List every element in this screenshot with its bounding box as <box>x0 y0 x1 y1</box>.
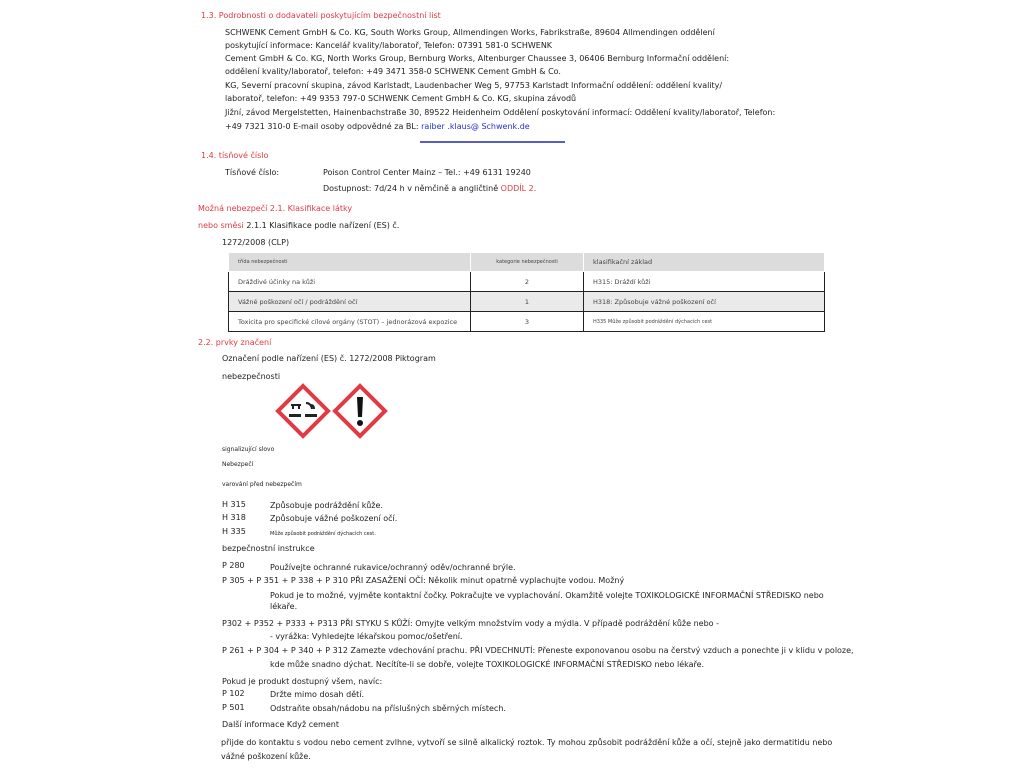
precautionary-label: bezpečnostní instrukce <box>222 544 315 553</box>
cell: Vážné poškození očí / podráždění očí <box>229 292 471 312</box>
more-info-text: vážné poškození kůže. <box>221 752 311 761</box>
regulation: 1272/2008 (CLP) <box>222 238 290 247</box>
more-info-label: Další informace Když cement <box>222 720 339 729</box>
p-text: lékaře. <box>270 602 298 611</box>
supplier-line: oddělení kvality/laboratoř, telefon: +49 3471 358-0 SCHWENK Cement GmbH & Co. <box>225 67 561 76</box>
public-note: Pokud je produkt dostupný všem, navíc: <box>222 677 383 686</box>
labelling-line: nebezpečnosti <box>222 372 281 381</box>
h-text: Způsobuje podráždění kůže. <box>270 501 383 510</box>
supplier-line: laboratoř, telefon: +49 9353 797-0 SCHWENK Cement GmbH & Co. KG, skupina závodů <box>225 94 577 103</box>
p-text: Držte mimo dosah dětí. <box>270 690 365 699</box>
p-text: kde může snadno dýchat. Necítíte-li se dobře, volejte TOXIKOLOGICKÉ INFORMAČNÍ STŘEDISKO nebo lékaře. <box>270 660 705 669</box>
section-2-1-title: Možná nebezpečí 2.1. Klasifikace látky <box>198 204 353 213</box>
signal-word: Nebezpečí <box>222 461 254 468</box>
email-link[interactable]: raiber .klaus@ Schwenk.de <box>421 122 530 131</box>
section-2-2-title: 2.2. prvky značení <box>198 338 272 347</box>
header-basis: klasifikační základ <box>584 253 825 272</box>
h-code: H 318 <box>222 513 246 522</box>
supplier-line: Cement GmbH & Co. KG, North Works Group, Bernburg Works, Altenburger Chaussee 3, 06406 Bernburg Informační oddělení: <box>225 54 730 63</box>
table-row <box>229 292 825 312</box>
cell: Toxicita pro specifické cílové orgány (STOT) – jednorázová expozice <box>229 312 471 332</box>
supplier-line: SCHWENK Cement GmbH & Co. KG, South Works Group, Allmendingen Works, Fabrikstraße, 89604 Allmendingen oddělení <box>225 28 715 37</box>
supplier-line: KG, Severní pracovní skupina, závod Karlstadt, Laudenbacher Weg 5, 97753 Karlstadt Informační oddělení: oddělení kvality/ <box>225 81 723 90</box>
supplier-line: Jižní, závod Mergelstetten, Hainenbachstraße 30, 89522 Heidenheim Oddělení poskytování informací: Oddělení kvality/laboratoř, Telefon: <box>225 108 776 117</box>
emergency-label: Tísňové číslo: <box>225 168 280 177</box>
p-text: - vyrážka: Vyhledejte lékařskou pomoc/ošetření. <box>270 632 463 641</box>
exclamation-mark-pictogram-icon <box>332 383 388 439</box>
labelling-line: Označení podle nařízení (ES) č. 1272/2008 Piktogram <box>222 354 436 363</box>
cell: 2 <box>471 272 584 292</box>
divider <box>420 141 565 143</box>
section-1-3-title: 1.3. Podrobnosti o dodavateli poskytujícím bezpečnostní list <box>201 11 441 20</box>
cell: H335 Může způsobit podráždění dýchacích cest <box>584 312 825 332</box>
p-code: P 501 <box>222 703 245 712</box>
table-row <box>229 312 825 332</box>
supplier-line <box>225 122 530 132</box>
p-code: P 102 <box>222 689 245 698</box>
availability: Dostupnost: 7d/24 h v němčině a angličtině ODDÍL 2. <box>323 184 537 193</box>
p-text: Pokud je to možné, vyjměte kontaktní čočky. Pokračujte ve vyplachování. Okamžitě volejte TOXIKOLOGICKÉ INFORMAČNÍ STŘEDISKO nebo <box>270 591 824 600</box>
hazard-statements-label: varování před nebezpečím <box>222 481 302 488</box>
header-hazard-category: kategorie nebezpečnosti <box>471 253 584 272</box>
table-row <box>229 272 825 292</box>
cell: Dráždivé účinky na kůži <box>229 272 471 292</box>
emergency-number: Poison Control Center Mainz – Tel.: +49 6131 19240 <box>323 168 531 177</box>
email-label: +49 7321 310-0 E-mail osoby odpovědné za BL: <box>225 122 419 131</box>
classification-line: nebo směsi 2.1.1 Klasifikace podle nařízení (ES) č. <box>198 221 400 230</box>
cell: 1 <box>471 292 584 312</box>
section-ref: ODDÍL 2. <box>500 184 537 193</box>
cell: H318: Způsobuje vážné poškození očí <box>584 292 825 312</box>
p-text: P 305 + P 351 + P 338 + P 310 PŘI ZASAŽENÍ OČÍ: Několik minut opatrně vyplachujte vodou. Možný <box>222 576 625 585</box>
section-1-4-title: 1.4. tísňové číslo <box>201 151 269 160</box>
corrosion-pictogram-icon <box>275 383 331 439</box>
supplier-line: poskytující informace: Kancelář kvality/laboratoř, Telefon: 07391 581-0 SCHWENK <box>225 41 553 50</box>
cell: 3 <box>471 312 584 332</box>
h-code: H 335 <box>222 527 246 536</box>
p-text: Používejte ochranné rukavice/ochranný oděv/ochranné brýle. <box>270 563 516 572</box>
header-hazard-class: třída nebezpečnosti <box>229 253 471 272</box>
p-text: Odstraňte obsah/nádobu na příslušných sběrných místech. <box>270 704 506 713</box>
p-code: P 280 <box>222 561 245 570</box>
signal-word-label: signalizující slovo <box>222 446 275 453</box>
h-text: Způsobuje vážné poškození očí. <box>270 514 398 523</box>
classification-table <box>228 252 825 332</box>
h-code: H 315 <box>222 500 246 509</box>
p-text: P 261 + P 304 + P 340 + P 312 Zamezte vdechování prachu. PŘI VDECHNUTÍ: Přeneste exponovanou osobu na čerstvý vzduch a ponechte ji v klidu v poloze, <box>222 646 854 655</box>
cell: H315: Dráždí kůži <box>584 272 825 292</box>
more-info-text: přijde do kontaktu s vodou nebo cement zvlhne, vytvoří se silně alkalický roztok. Ty mohou způsobit podráždění kůže a očí, stejně jako dermatitidu nebo <box>221 738 833 747</box>
h-text: Může způsobit podráždění dýchacích cest. <box>270 531 376 537</box>
p-text: P302 + P352 + P333 + P313 PŘI STYKU S KŮŽÍ: Omyjte velkým množstvím vody a mýdla. V případě podráždění kůže nebo - <box>222 619 719 628</box>
